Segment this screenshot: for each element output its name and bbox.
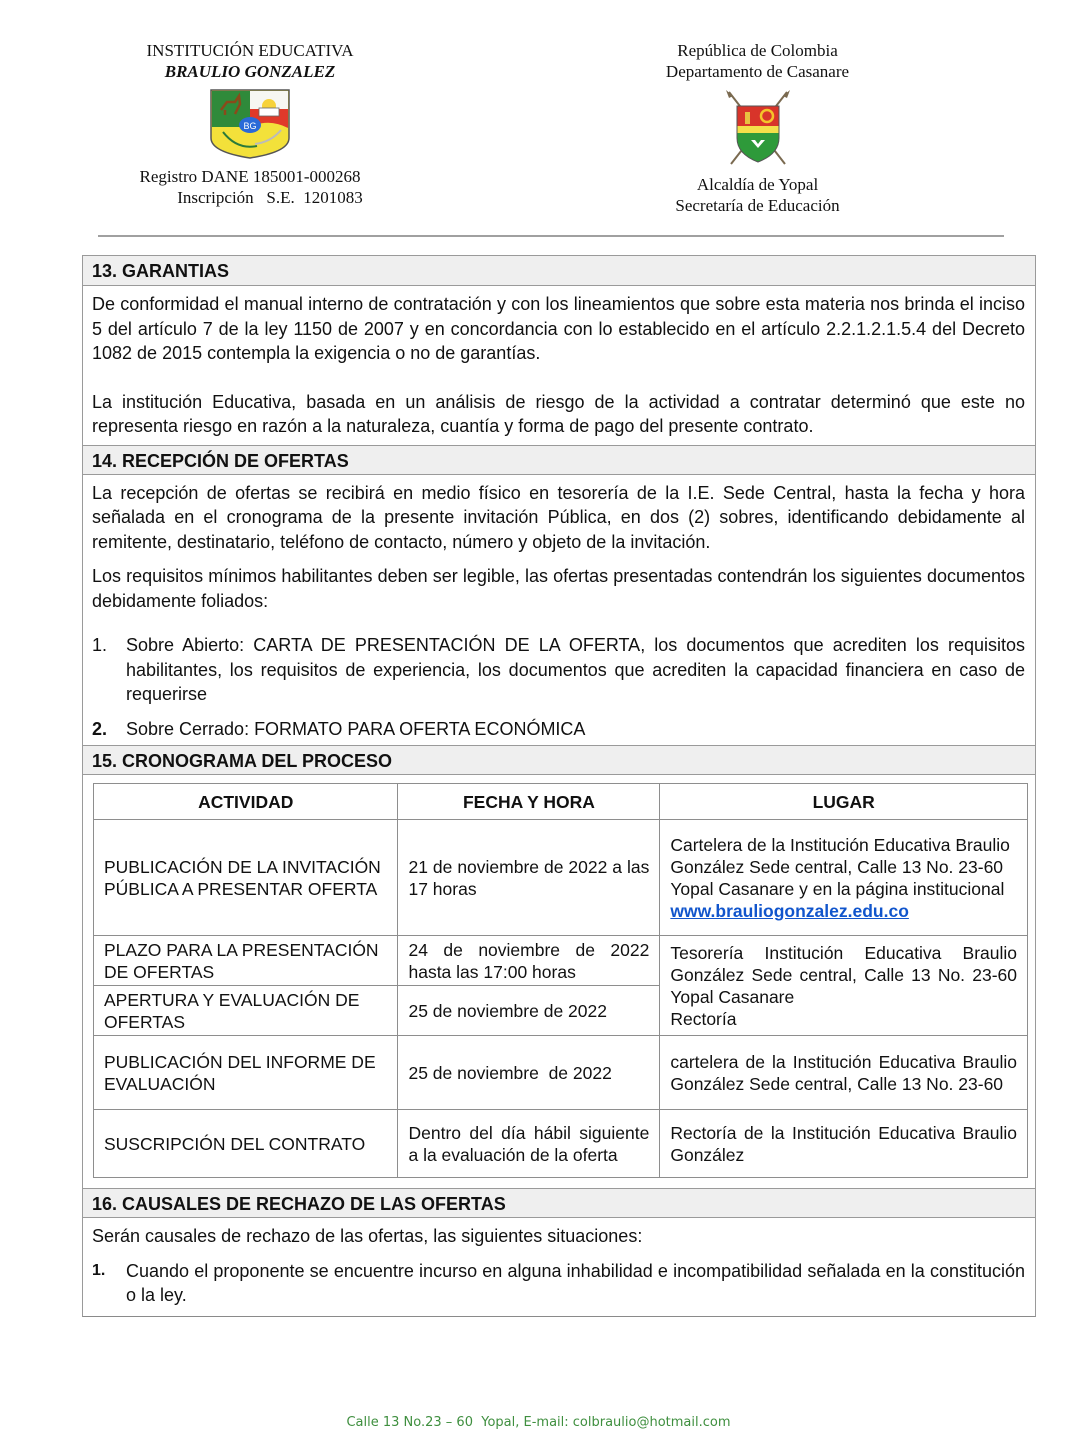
section-16-paragraph-1: Serán causales de rechazo de las ofertas, las siguientes situaciones: — [92, 1226, 643, 1246]
registro-dane: Registro DANE 185001-000268 — [139, 167, 361, 186]
section-13-paragraph-2: La institución Educativa, basada en un análisis de riesgo de la actividad a contratar determinó que este no representa riesgo en razón a la naturaleza, cuantía y forma de pago del presente contrato. — [92, 391, 1025, 436]
cell-fecha: 24 de noviembre de 2022 hasta las 17:00 horas — [398, 936, 660, 986]
section-14-title: 14. RECEPCIÓN DE OFERTAS — [83, 445, 1035, 475]
section-15-title: 15. CRONOGRAMA DEL PROCESO — [83, 745, 1035, 775]
section-13-title: 13. GARANTIAS — [83, 256, 1035, 286]
school-crest-icon — [209, 88, 291, 160]
list-item — [92, 633, 1025, 707]
cell-actividad: APERTURA Y EVALUACIÓN DE OFERTAS — [94, 986, 398, 1036]
institution-type: INSTITUCIÓN EDUCATIVA — [146, 41, 354, 60]
cell-lugar: Rectoría de la Institución Educativa Braulio González — [660, 1110, 1028, 1178]
cell-actividad: PLAZO PARA LA PRESENTACIÓN DE OFERTAS — [94, 936, 398, 986]
cell-fecha: 25 de noviembre de 2022 — [398, 986, 660, 1036]
table-header-row — [94, 784, 1028, 820]
document-body — [82, 255, 1036, 1317]
schedule-table — [93, 783, 1028, 1178]
institution-name: BRAULIO GONZALEZ — [164, 62, 336, 81]
page-footer: Calle 13 No.23 – 60 Yopal, E-mail: colbraulio@hotmail.com — [346, 1415, 731, 1430]
cell-fecha: 25 de noviembre de 2022 — [398, 1036, 660, 1110]
section-13-body — [83, 286, 1035, 445]
institution-header — [100, 40, 400, 208]
list-item — [92, 717, 1025, 742]
svg-text:BG: BG — [243, 121, 257, 131]
lugar-extra: Rectoría — [670, 1008, 737, 1029]
list-number: 2. — [92, 718, 108, 739]
cell-lugar — [660, 820, 1028, 936]
cell-fecha: 21 de noviembre de 2022 a las 17 horas — [398, 820, 660, 936]
list-text: Sobre Cerrado: FORMATO PARA OFERTA ECONÓMICA — [126, 718, 586, 739]
cell-actividad: PUBLICACIÓN DE LA INVITACIÓN PÚBLICA A PRESENTAR OFERTA — [94, 820, 398, 936]
table-row — [94, 820, 1028, 936]
institution-website-link[interactable]: www.brauliogonzalez.edu.co — [670, 900, 909, 921]
yopal-coat-of-arms-icon — [723, 88, 793, 168]
inscripcion-se: Inscripción S.E. 1201083 — [177, 188, 363, 207]
column-header-lugar: LUGAR — [660, 784, 1028, 820]
department-label: Departamento de Casanare — [665, 62, 850, 81]
government-header — [630, 40, 885, 216]
cell-lugar: cartelera de la Institución Educativa Braulio González Sede central, Calle 13 No. 23-60 — [660, 1036, 1028, 1110]
section-14-paragraph-2: Los requisitos mínimos habilitantes deben ser legible, las ofertas presentadas contendrán los siguientes documentos debidamente foliados: — [92, 566, 1025, 611]
list-number: 1. — [92, 635, 108, 655]
cell-actividad: PUBLICACIÓN DEL INFORME DE EVALUACIÓN — [94, 1036, 398, 1110]
list-text: Sobre Abierto: CARTA DE PRESENTACIÓN DE LA OFERTA, los documentos que acrediten los requisitos habilitantes, los requisitos de experiencia, los documentos que acrediten la capacidad financiera en caso de requerirse — [126, 635, 1025, 704]
table-row — [94, 936, 1028, 986]
section-13-paragraph-1: De conformidad el manual interno de contratación y con los lineamientos que sobre esta materia nos brinda el inciso 5 del artículo 7 de la ley 1150 de 2007 y en concordancia con lo establecido en el artículo 2.2.1.2.1.5.4 del Decreto 1082 de 2015 contempla la exigencia o no de garantías. — [92, 294, 1025, 363]
header-divider — [98, 235, 1004, 237]
section-14-paragraph-1: La recepción de ofertas se recibirá en medio físico en tesorería de la I.E. Sede Central, hasta la fecha y hora señalada en el cronograma de la presente invitación Pública, en dos (2) sobres, identificando debidamente al remitente, destinatario, teléfono de contacto, número y objeto de la invitación. — [92, 482, 1025, 552]
section-16-title: 16. CAUSALES DE RECHAZO DE LAS OFERTAS — [83, 1188, 1035, 1218]
lugar-text: Tesorería Institución Educativa Braulio González Sede central, Calle 13 No. 23-60 Yopal Casanare — [670, 942, 1017, 1007]
column-header-actividad: ACTIVIDAD — [94, 784, 398, 820]
cell-fecha: Dentro del día hábil siguiente a la evaluación de la oferta — [398, 1110, 660, 1178]
cell-actividad: SUSCRIPCIÓN DEL CONTRATO — [94, 1110, 398, 1178]
list-text: Cuando el proponente se encuentre incurso en alguna inhabilidad e incompatibilidad señalada en la constitución o la ley. — [126, 1260, 1025, 1305]
country-label: República de Colombia — [677, 41, 838, 60]
column-header-fecha: FECHA Y HORA — [398, 784, 660, 820]
secretariat-label: Secretaría de Educación — [675, 196, 840, 215]
table-row — [94, 1036, 1028, 1110]
municipality-label: Alcaldía de Yopal — [696, 175, 819, 194]
cell-lugar — [660, 936, 1028, 1036]
section-14-body — [83, 475, 1035, 746]
list-item — [92, 1259, 1025, 1308]
table-row — [94, 1110, 1028, 1178]
list-number: 1. — [92, 1261, 106, 1279]
section-16-body — [83, 1218, 1035, 1316]
lugar-text: Cartelera de la Institución Educativa Braulio González Sede central, Calle 13 No. 23-60 Yopal Casanare y en la página institucional — [670, 834, 1010, 899]
